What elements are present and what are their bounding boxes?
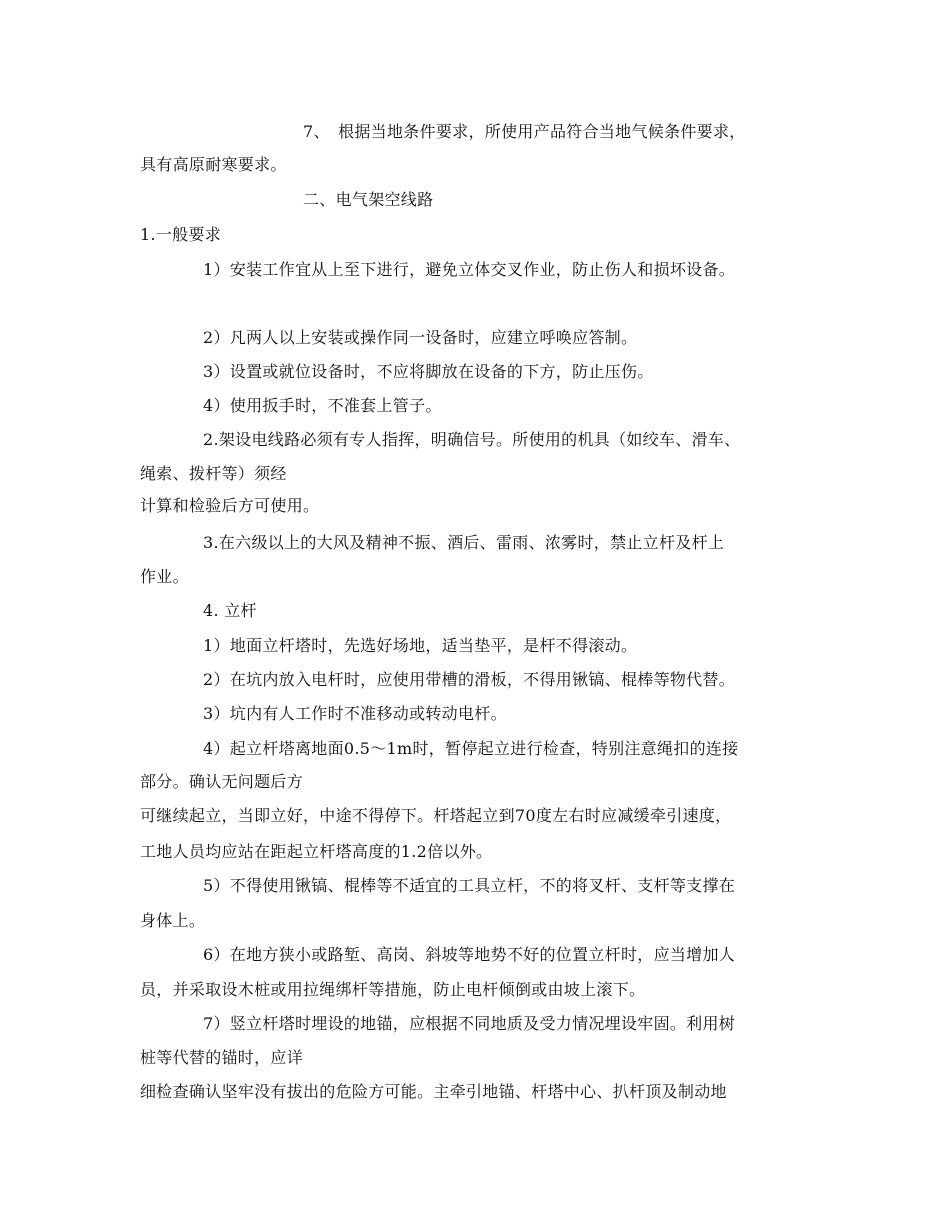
text-line: 桩等代替的锚时，应详 xyxy=(140,1048,304,1067)
text-line: 1）安装工作宜从上至下进行，避免立体交叉作业，防止伤人和损坏设备。 xyxy=(203,260,736,279)
section-heading: 二、电气架空线路 xyxy=(303,190,434,209)
text-line: 1）地面立杆塔时，先选好场地，适当垫平，是杆不得滚动。 xyxy=(203,636,638,655)
text-line: 4）使用扳手时，不准套上管子。 xyxy=(203,396,442,415)
text-line: 3.在六级以上的大风及精神不振、酒后、雷雨、浓雾时，禁止立杆及杆上 xyxy=(203,533,725,552)
text-line: 作业。 xyxy=(140,567,189,586)
text-line: 可继续起立，当即立好，中途不得停下。杆塔起立到70度左右时应减缓牵引速度， xyxy=(140,806,732,825)
text-line: 3）坑内有人工作时不准移动或转动电杆。 xyxy=(203,704,507,723)
text-line: 5）不得使用锹镐、棍棒等不适宜的工具立杆，不的将叉杆、支杆等支撑在 xyxy=(203,876,736,895)
subsection-heading: 1.一般要求 xyxy=(140,225,222,244)
text-line: 2.架设电线路必须有专人指挥，明确信号。所使用的机具（如绞车、滑车、 xyxy=(203,430,741,449)
text-line: 部分。确认无问题后方 xyxy=(140,772,304,791)
text-line: 身体上。 xyxy=(140,911,206,930)
text-line: 绳索、拨杆等）须经 xyxy=(140,464,287,483)
text-line: 计算和检验后方可使用。 xyxy=(140,496,320,515)
text-line: 员，并采取设木桩或用拉绳绑杆等措施，防止电杆倾倒或由坡上滚下。 xyxy=(140,980,646,999)
text-line: 工地人员均应站在距起立杆塔高度的1.2倍以外。 xyxy=(140,842,493,861)
text-line: 6）在地方狭小或路堑、高岗、斜坡等地势不好的位置立杆时，应当增加人 xyxy=(203,945,736,964)
text-line: 2）在坑内放入电杆时，应使用带槽的滑板，不得用锹镐、棍棒等物代替。 xyxy=(203,670,736,689)
text-line: 3）设置或就位设备时，不应将脚放在设备的下方，防止压伤。 xyxy=(203,362,654,381)
text-line: 具有高原耐寒要求。 xyxy=(140,155,287,174)
text-line: 细检查确认坚牢没有拔出的危险方可能。主牵引地锚、杆塔中心、扒杆顶及制动地 xyxy=(140,1082,727,1101)
text-line: 2）凡两人以上安装或操作同一设备时，应建立呼唤应答制。 xyxy=(203,328,638,347)
subsection-heading: 4. 立杆 xyxy=(203,601,257,620)
text-line: 7）竖立杆塔时埋设的地锚，应根据不同地质及受力情况埋设牢固。利用树 xyxy=(203,1014,736,1033)
text-line: 4）起立杆塔离地面0.5～1m时，暂停起立进行检查，特别注意绳扣的连接 xyxy=(203,739,739,758)
text-line: 7、 根据当地条件要求，所使用产品符合当地气候条件要求， xyxy=(303,122,746,141)
